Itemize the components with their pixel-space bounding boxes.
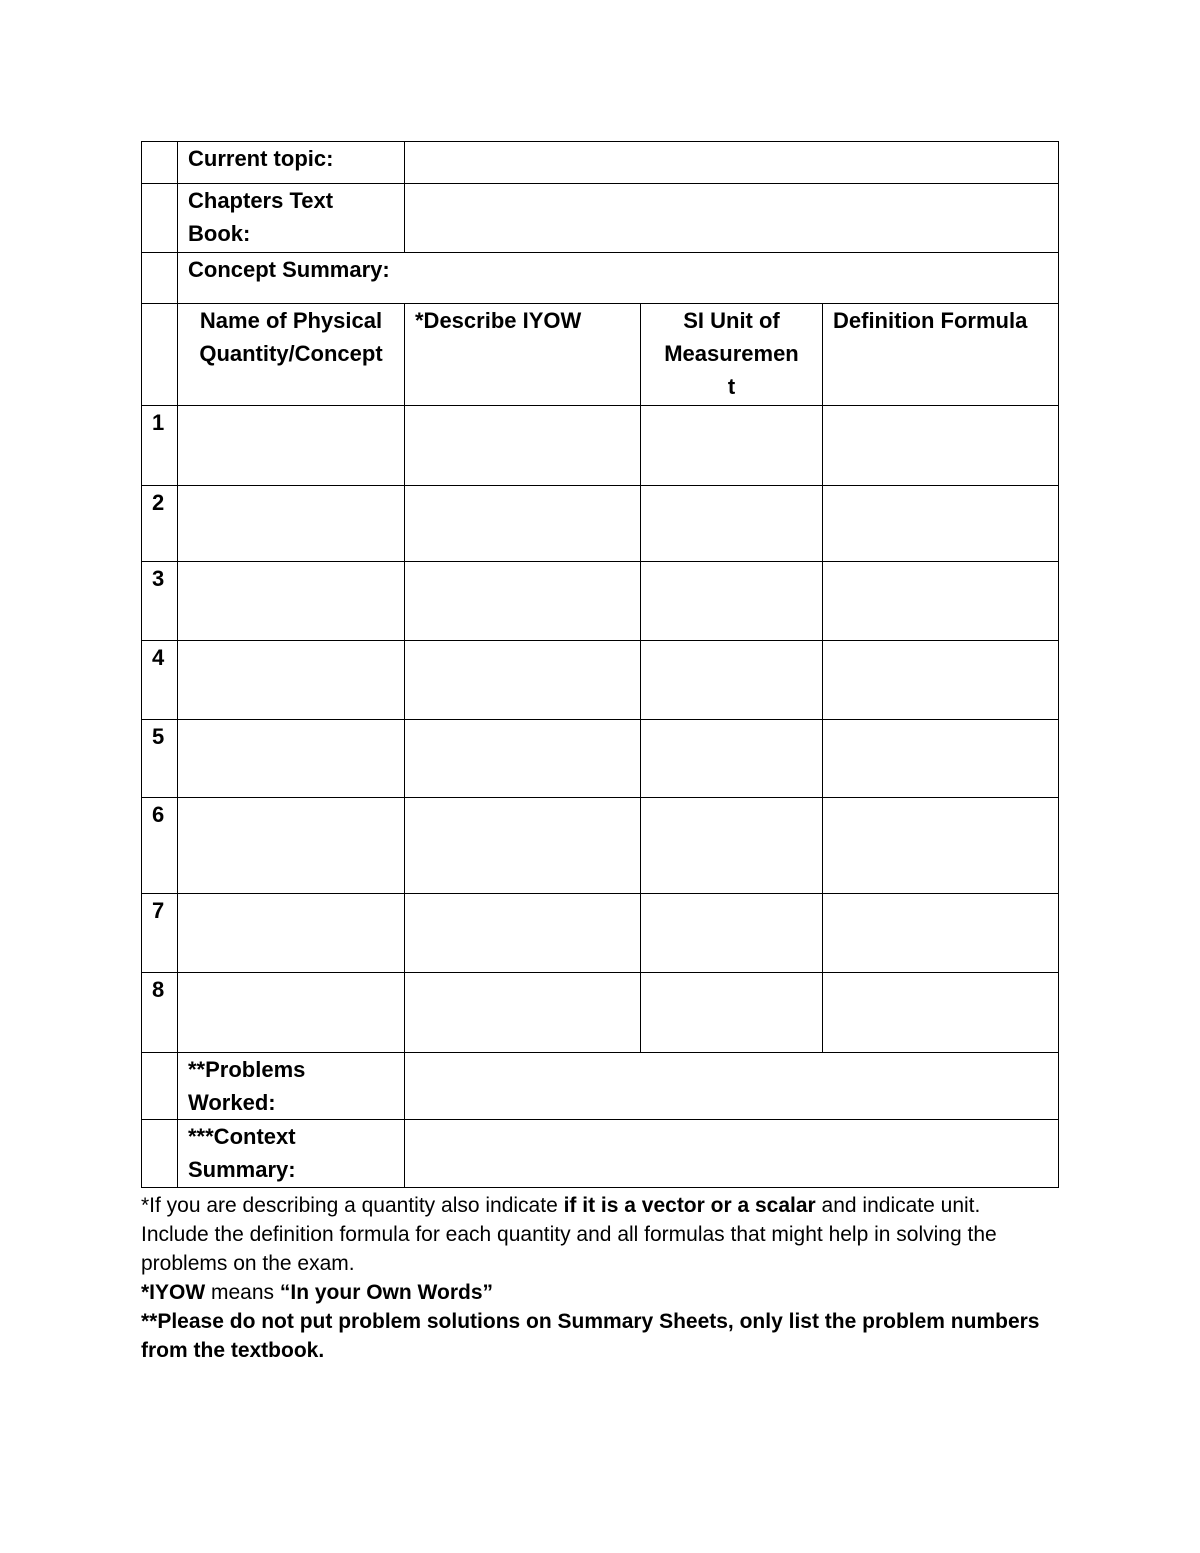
table-row: [142, 798, 1059, 894]
chapters-label: Chapters Text Book:: [178, 184, 405, 253]
formula-cell[interactable]: [823, 562, 1059, 641]
row-marker-cell: [142, 304, 178, 406]
problems-worked-field[interactable]: [405, 1053, 1059, 1120]
table-row: [142, 562, 1059, 641]
table-row: [142, 406, 1059, 486]
formula-cell[interactable]: [823, 641, 1059, 720]
name-cell[interactable]: [178, 798, 405, 894]
table-row: [142, 641, 1059, 720]
row-number: 1: [142, 406, 178, 486]
row-number: 2: [142, 486, 178, 562]
row-marker-cell: [142, 1120, 178, 1188]
si-unit-cell[interactable]: [641, 406, 823, 486]
footnote-iyow: *IYOW means “In your Own Words”: [141, 1281, 493, 1304]
formula-cell[interactable]: [823, 894, 1059, 973]
current-topic-row: [142, 142, 1059, 184]
name-cell[interactable]: [178, 720, 405, 798]
formula-cell[interactable]: [823, 973, 1059, 1053]
concept-summary-label: Concept Summary:: [178, 253, 1059, 304]
row-number: 7: [142, 894, 178, 973]
table-row: [142, 720, 1059, 798]
footnote-describe-quantity: *If you are describing a quantity also indicate if it is a vector or a scalar and indicate unit.: [141, 1194, 981, 1217]
describe-cell[interactable]: [405, 720, 641, 798]
describe-cell[interactable]: [405, 641, 641, 720]
problems-worked-label: **Problems Worked:: [178, 1053, 405, 1120]
footnote-problem-solutions: **Please do not put problem solutions on Summary Sheets, only list the problem numbers from the textbook.: [141, 1310, 1040, 1362]
si-unit-cell[interactable]: [641, 798, 823, 894]
row-number: 3: [142, 562, 178, 641]
describe-cell[interactable]: [405, 973, 641, 1053]
row-number: 5: [142, 720, 178, 798]
column-header-formula: Definition Formula: [823, 304, 1059, 406]
describe-cell[interactable]: [405, 406, 641, 486]
describe-cell[interactable]: [405, 798, 641, 894]
current-topic-label: Current topic:: [178, 142, 405, 184]
name-cell[interactable]: [178, 486, 405, 562]
context-summary-row: [142, 1120, 1059, 1188]
row-marker-cell: [142, 184, 178, 253]
column-header-row: [142, 304, 1059, 406]
row-marker-cell: [142, 253, 178, 304]
name-cell[interactable]: [178, 562, 405, 641]
formula-cell[interactable]: [823, 486, 1059, 562]
name-cell[interactable]: [178, 641, 405, 720]
table-row: [142, 973, 1059, 1053]
si-unit-cell[interactable]: [641, 973, 823, 1053]
problems-worked-row: [142, 1053, 1059, 1120]
footnote-definition-formula: Include the definition formula for each quantity and all formulas that might help in solving the problems on the exam.: [141, 1223, 997, 1275]
row-marker-cell: [142, 1053, 178, 1120]
footnotes: [141, 1191, 1058, 1365]
concept-summary-row: [142, 253, 1059, 304]
si-unit-cell[interactable]: [641, 486, 823, 562]
si-unit-cell[interactable]: [641, 894, 823, 973]
column-header-describe: *Describe IYOW: [405, 304, 641, 406]
context-summary-label: ***Context Summary:: [178, 1120, 405, 1188]
row-number: 4: [142, 641, 178, 720]
formula-cell[interactable]: [823, 720, 1059, 798]
summary-sheet: [141, 141, 1058, 1365]
si-unit-cell[interactable]: [641, 720, 823, 798]
describe-cell[interactable]: [405, 486, 641, 562]
name-cell[interactable]: [178, 973, 405, 1053]
row-number: 8: [142, 973, 178, 1053]
name-cell[interactable]: [178, 894, 405, 973]
table-row: [142, 894, 1059, 973]
formula-cell[interactable]: [823, 406, 1059, 486]
summary-table: [141, 141, 1059, 1188]
describe-cell[interactable]: [405, 562, 641, 641]
row-marker-cell: [142, 142, 178, 184]
column-header-name: Name of Physical Quantity/Concept: [178, 304, 405, 406]
table-row: [142, 486, 1059, 562]
si-unit-cell[interactable]: [641, 562, 823, 641]
formula-cell[interactable]: [823, 798, 1059, 894]
current-topic-field[interactable]: [405, 142, 1059, 184]
context-summary-field[interactable]: [405, 1120, 1059, 1188]
chapters-row: [142, 184, 1059, 253]
chapters-field[interactable]: [405, 184, 1059, 253]
name-cell[interactable]: [178, 406, 405, 486]
describe-cell[interactable]: [405, 894, 641, 973]
row-number: 6: [142, 798, 178, 894]
column-header-si-unit: SI Unit of Measuremen t: [641, 304, 823, 406]
si-unit-cell[interactable]: [641, 641, 823, 720]
